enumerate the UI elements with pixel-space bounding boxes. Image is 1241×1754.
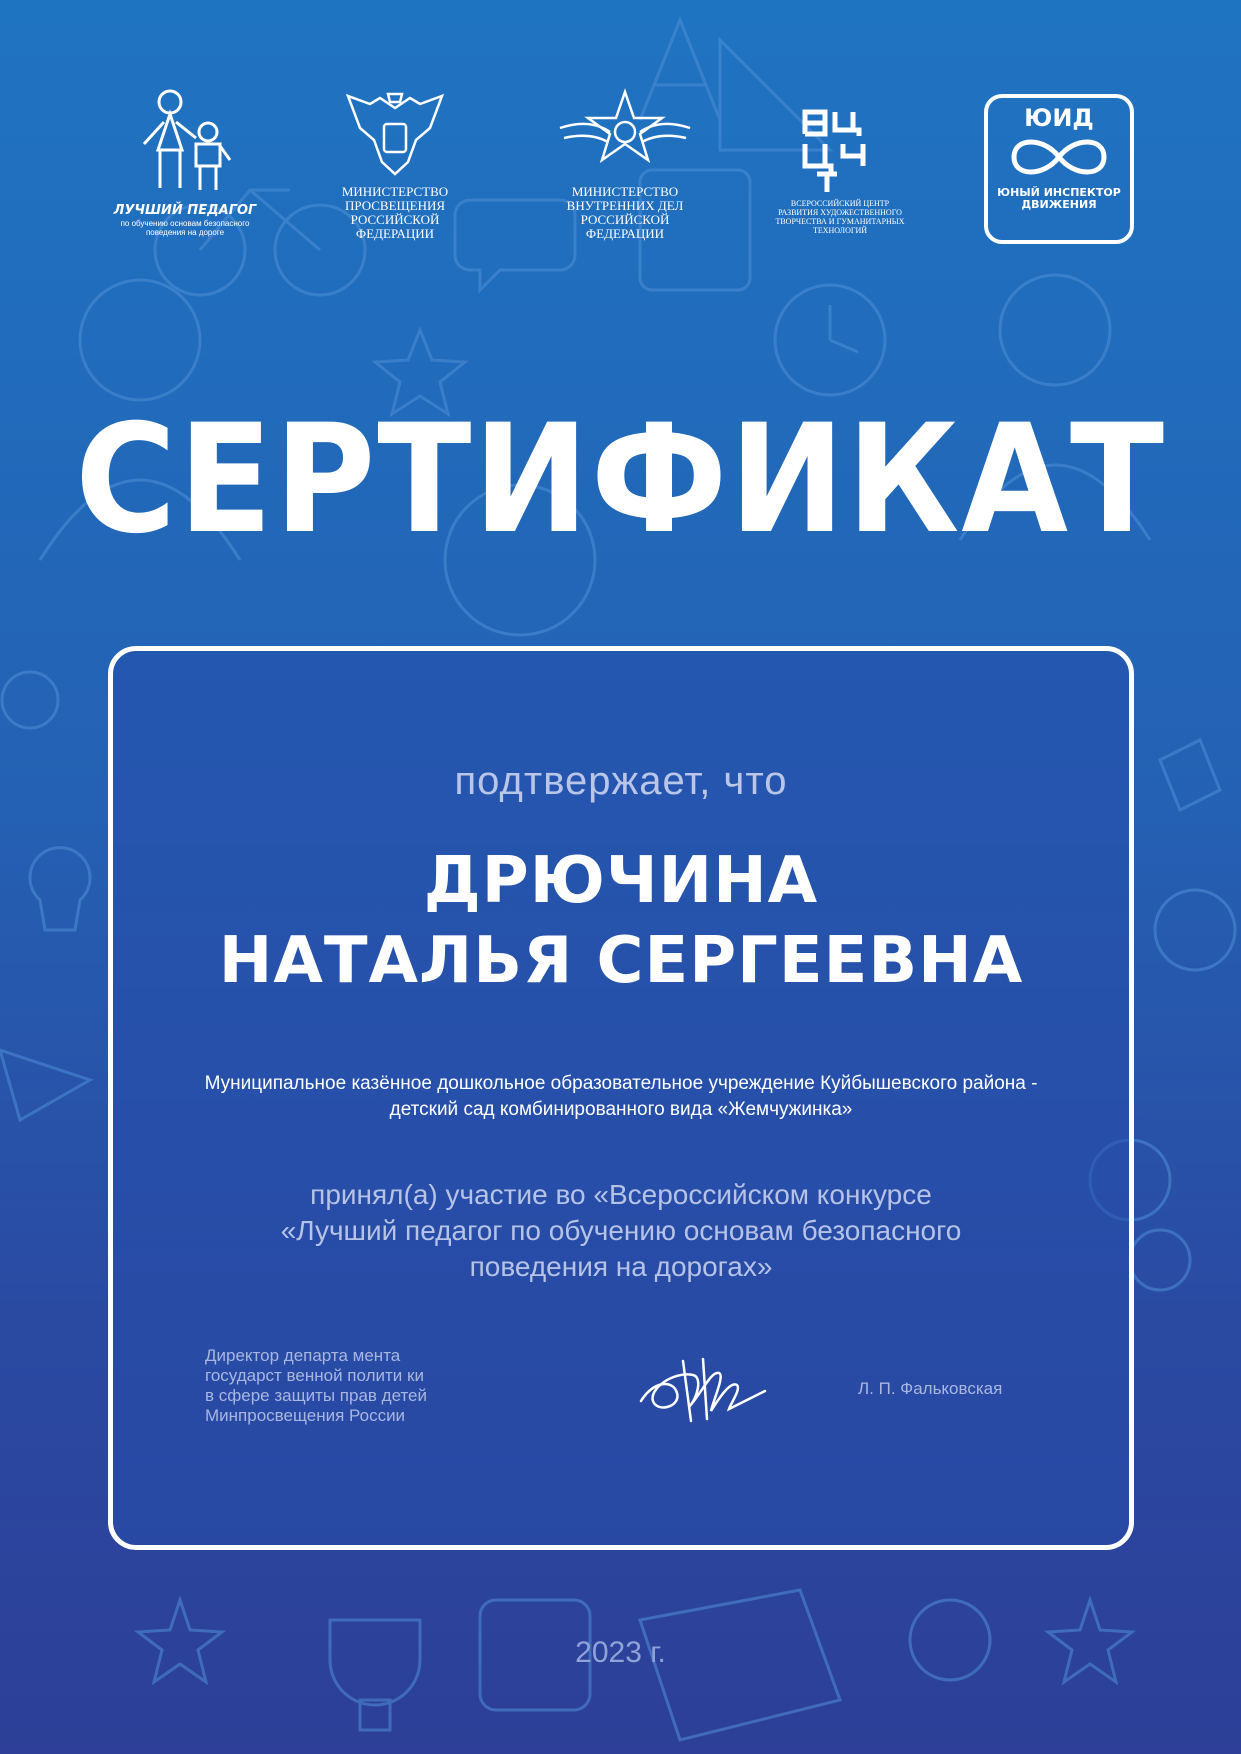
recipient-surname: ДРЮЧИНА <box>423 844 819 918</box>
organization-name <box>153 1071 1089 1123</box>
contest-participation <box>173 1177 1069 1285</box>
signatory-position <box>205 1346 505 1426</box>
gear-icon <box>2 672 58 728</box>
contest-line: поведения на дорогах» <box>469 1251 773 1282</box>
partner-logos <box>0 0 1241 260</box>
confirms-text: подтвержает, что <box>454 759 788 803</box>
teacher-child-icon <box>130 88 240 196</box>
logo-yuid-name: ЮНЫЙ ИНСПЕКТОР ДВИЖЕНИЯ <box>997 186 1121 211</box>
signatory-position-line: в сфере защиты прав детей <box>205 1386 428 1405</box>
logo-ministry-interior <box>540 88 710 241</box>
certificate-title: СЕРТИФИКАТ <box>75 393 1166 567</box>
police-emblem-icon <box>550 88 700 180</box>
infinity-icon <box>1004 132 1114 182</box>
signatory-position-line: Минпросвещения России <box>205 1406 406 1425</box>
contest-line: «Лучший педагог по обучению основам безопасного <box>280 1215 962 1246</box>
recipient-given-names: НАТАЛЬЯ СЕРГЕЕВНА <box>218 924 1024 998</box>
logo-ministry-interior-caption: МИНИСТЕРСТВО ВНУТРЕННИХ ДЕЛ РОССИЙСКОЙ ФЕДЕРАЦИИ <box>566 184 684 241</box>
logo-yuid-abbr: ЮИД <box>1024 104 1094 132</box>
logo-vcht <box>770 104 910 235</box>
organization-line: Муниципальное казённое дошкольное образовательное учреждение Куйбышевского района - <box>204 1073 1038 1094</box>
double-headed-eagle-icon <box>340 88 450 180</box>
logo-best-teacher-subtitle: по обучению основам безопасного поведения на дороге <box>120 219 250 237</box>
contest-line: принял(а) участие во «Всероссийском конкурсе <box>310 1179 932 1210</box>
signatory-position-line: государст венной полити ки <box>205 1366 424 1385</box>
handwritten-signature <box>633 1341 773 1431</box>
certificate-card <box>108 646 1134 1550</box>
recipient-name <box>113 841 1129 1001</box>
atom-icon <box>1160 740 1220 810</box>
signatory-position-line: Директор департа мента <box>205 1346 401 1365</box>
vcht-monogram-icon <box>795 104 885 194</box>
logo-vcht-caption: ВСЕРОССИЙСКИЙ ЦЕНТР РАЗВИТИЯ ХУДОЖЕСТВЕННОГО ТВОРЧЕСТВА И ГУМАНИТАРНЫХ ТЕХНОЛОГИЙ <box>775 199 905 235</box>
organization-line: детский сад комбинированного вида «Жемчужинка» <box>389 1099 853 1120</box>
logo-yuid <box>984 94 1134 244</box>
planet-icon <box>1155 890 1235 970</box>
logo-best-teacher <box>110 88 260 237</box>
gear-icon <box>1130 1230 1190 1290</box>
signatory-name: Л. П. Фальковская <box>858 1379 1003 1398</box>
logo-ministry-education <box>320 88 470 241</box>
issue-year: 2023 г. <box>575 1636 666 1669</box>
lightbulb-icon <box>30 848 90 930</box>
pencil-icon <box>0 1050 90 1120</box>
logo-best-teacher-title: ЛУЧШИЙ ПЕДАГОГ <box>113 203 257 218</box>
logo-ministry-education-caption: МИНИСТЕРСТВО ПРОСВЕЩЕНИЯ РОССИЙСКОЙ ФЕДЕРАЦИИ <box>341 184 449 241</box>
